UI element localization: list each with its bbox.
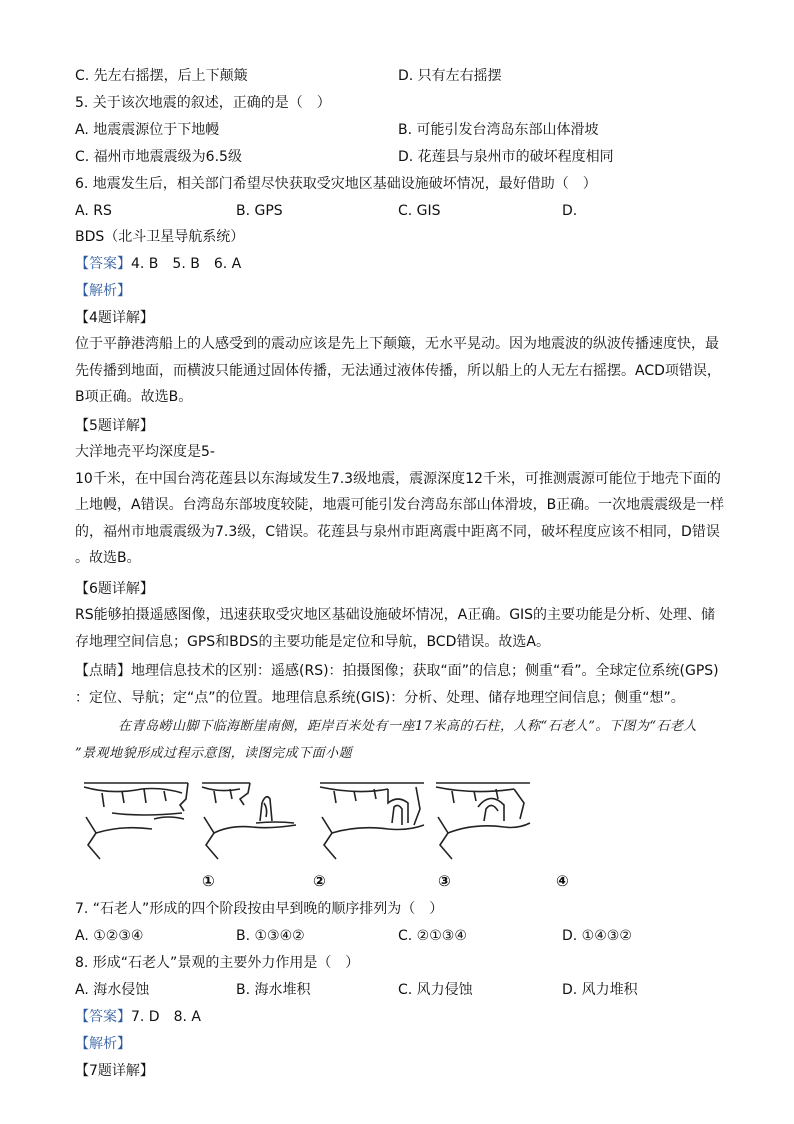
detail4-title: 【4题详解】 [75, 310, 154, 326]
q8-option-a: A. 海水侵蚀 [75, 982, 150, 998]
detail5-line: 10千米，在中国台湾花莲县以东海域发生7.3级地震，震源深度12千米，可推测震源可能位于地壳下面的 [75, 470, 721, 487]
analysis-label: 【解析】 [75, 283, 131, 299]
q5-option-d: D. 花莲县与泉州市的破坏程度相同 [398, 149, 614, 165]
detail6-title: 【6题详解】 [75, 581, 154, 597]
answer-label: 【答案】 [75, 1009, 131, 1025]
detail6-line: RS能够拍摄遥感图像，迅速获取受灾地区基础设施破坏情况，A正确。GIS的主要功能是分析、处理、储 [75, 607, 716, 623]
q8-option-c: C. 风力侵蚀 [398, 982, 473, 998]
answer-line-1 [75, 254, 241, 274]
q7-option-a: A. ①②③④ [75, 928, 144, 944]
q5-option-b: B. 可能引发台湾岛东部山体滑坡 [398, 122, 599, 138]
detail7-title: 【7题详解】 [75, 1063, 154, 1079]
q5-option-a: A. 地震震源位于下地幔 [75, 122, 220, 138]
answer-text: 7. D 8. A [131, 1009, 201, 1025]
stage-3-arch-illustration [318, 773, 428, 861]
passage-line-2: ”景观地貌形成过程示意图，读图完成下面小题 [75, 746, 353, 761]
figure-label-3: ③ [438, 872, 451, 890]
detail5-line: 。故选B。 [75, 550, 141, 566]
q8-option-b: B. 海水堆积 [236, 982, 311, 998]
q7-option-d: D. ①④③② [562, 928, 632, 944]
detail5-line: 的，福州市地震震级为7.3级，C错误。花莲县与泉州市距离震中距离不同，破坏程度应该不相同，D错误 [75, 523, 720, 540]
tip-text: 地理信息技术的区别：遥感(RS)：拍摄图像；获取“面”的信息；侧重“看”。全球定位系统(GPS) [131, 663, 719, 679]
answer-text: 4. B 5. B 6. A [131, 256, 242, 272]
q4-option-d: D. 只有左右摇摆 [398, 68, 502, 84]
q5-option-c: C. 福州市地震震级为6.5级 [75, 149, 242, 165]
answer-label: 【答案】 [75, 256, 131, 272]
q5-stem: 5. 关于该次地震的叙述，正确的是（ ） [75, 95, 331, 111]
detail6-line: 存地理空间信息；GPS和BDS的主要功能是定位和导航，BCD错误。故选A。 [75, 633, 550, 650]
figure-label-4: ④ [556, 872, 569, 890]
q6-option-a: A. RS [75, 203, 112, 219]
tip-line-1 [75, 661, 719, 681]
q6-option-d: D. [562, 203, 578, 219]
q7-option-c: C. ②①③④ [398, 928, 467, 944]
stage-4-sea-cave-illustration [434, 773, 534, 861]
stage-1-cliff-illustration [82, 773, 192, 861]
detail4-line: 先传播到地面，而横波只能通过固体传播，无法通过液体传播，所以船上的人无左右摇摆。ACD项错误， [75, 362, 721, 379]
figure-label-1: ① [202, 872, 215, 890]
detail6-body [75, 602, 720, 655]
detail4-line: B项正确。故选B。 [75, 389, 193, 405]
q7-stem: 7. “石老人”形成的四个阶段按由早到晚的顺序排列为（ ） [75, 901, 444, 917]
detail5-line: 上地幔，A错误。台湾岛东部坡度较陡，地震可能引发台湾岛东部山体滑坡，B正确。一次地震震级是一样 [75, 497, 725, 513]
q7-option-b: B. ①③④② [236, 928, 305, 944]
q8-stem: 8. 形成“石老人”景观的主要外力作用是（ ） [75, 955, 360, 971]
q6-option-c: C. GIS [398, 203, 441, 219]
analysis-label: 【解析】 [75, 1036, 131, 1052]
detail5-line: 大洋地壳平均深度是5- [75, 444, 215, 460]
q6-stem: 6. 地震发生后，相关部门希望尽快获取受灾地区基础设施破坏情况，最好借助（ ） [75, 176, 597, 192]
detail5-body [75, 439, 725, 572]
q4-option-c: C. 先左右摇摆，后上下颠簸 [75, 68, 248, 84]
q8-option-d: D. 风力堆积 [562, 982, 638, 998]
detail5-title: 【5题详解】 [75, 418, 154, 434]
figure-label-2: ② [313, 872, 326, 890]
stage-2-sea-stack-illustration [200, 773, 300, 861]
answer-line-2 [75, 1007, 201, 1027]
detail4-line: 位于平静港湾船上的人感受到的震动应该是先上下颠簸，无水平晃动。因为地震波的纵波传播速度快，最 [75, 336, 719, 352]
tip-label: 【点睛】 [75, 663, 131, 679]
q6-option-b: B. GPS [236, 203, 283, 219]
detail4-body [75, 331, 720, 411]
q6-option-d-cont: BDS（北斗卫星导航系统） [75, 229, 245, 245]
tip-line-2: ：定位、导航；定“点”的位置。地理信息系统(GIS)：分析、处理、储存地理空间信息；侧重“想”。 [75, 690, 685, 706]
passage-line-1: 在青岛崂山脚下临海断崖南侧，距岸百米处有一座17米高的石柱，人称“石老人”。下图为“石老人 [118, 719, 697, 734]
